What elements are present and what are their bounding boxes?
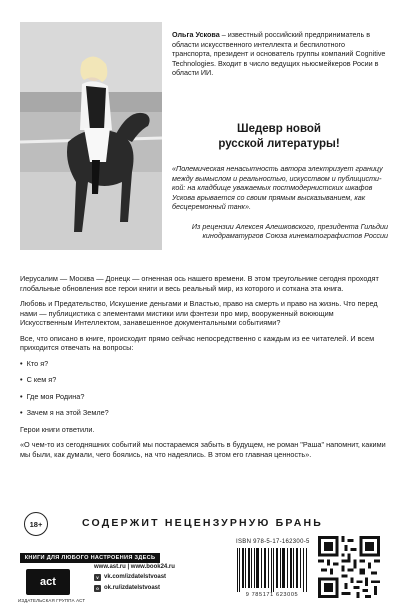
annotation-paragraph-4: Герои книги ответили.	[20, 424, 95, 434]
question-item	[20, 408, 388, 418]
publisher-logo: act	[26, 569, 70, 595]
headline-line-1: Шедевр новой	[237, 123, 321, 135]
barcode-digits: 9 785171 623005	[245, 592, 299, 598]
question-item	[20, 392, 388, 402]
author-bio-text: – известный российский предприниматель в области искусственного интеллекта и беспилотного транспорта, президент и основатель группы компаний Cognitive Technologies. Входит в число ведущих ньюсмейкеров Росии в области ИИ.	[172, 30, 386, 78]
publisher-name: ИЗДАТЕЛЬСКАЯ ГРУППА АСТ	[18, 598, 86, 603]
annotation-paragraph-5: «О чем-то из сегодняшних событий мы постараемся забыть в будущем, не роман "Раша" напомнит, какими мы были, как думали, чего боялись, на что надеялись. В этом его главная ценность».	[20, 440, 386, 459]
question-item	[20, 359, 388, 369]
bullet-icon: •	[20, 391, 23, 401]
author-photo	[20, 22, 162, 250]
ok-icon: o	[94, 585, 101, 592]
qr-code-icon[interactable]	[318, 536, 380, 598]
author-horse-image	[20, 22, 162, 250]
book-back-cover	[4, 4, 396, 609]
review-quote	[172, 164, 388, 241]
headline-line-2: русской литературы!	[218, 138, 340, 150]
barcode-icon	[236, 548, 308, 592]
annotation	[20, 274, 388, 465]
headline	[174, 122, 384, 152]
question-text: С кем я?	[26, 375, 57, 384]
annotation-paragraph-2: Любовь и Предательство, Искушение деньгами и Властью, право на смерть и право на жизнь. Что перед нами — публицистика с элементами мистики или фэнтези про мир, вооруженный воюющим Искусственным Интеллектом, занавешенное документальными событиями?	[20, 299, 378, 327]
bullet-icon: •	[20, 375, 23, 384]
annotation-paragraph-3: Все, что описано в книге, происходит прямо сейчас непосредственно с каждым из ее читателей. И всем приходится отвечать на вопросы:	[20, 333, 375, 352]
bullet-icon: •	[20, 358, 23, 368]
age-rating-badge: 18+	[24, 512, 48, 536]
publisher-ribbon: КНИГИ ДЛЯ ЛЮБОГО НАСТРОЕНИЯ ЗДЕСЬ	[20, 553, 160, 563]
bullet-icon: •	[20, 408, 23, 417]
annotation-paragraph-1: Иерусалим — Москва — Донецк — огненная ось нашего времени. В этом треугольнике сегодня проходят глобальные обновления все герои книги и весь реальный мир, из которого и соткана эта книга.	[20, 274, 379, 293]
vk-link[interactable]: v vk.com/izdatelstvoast	[94, 572, 175, 582]
question-text: Зачем я на этой Земле?	[26, 408, 109, 417]
author-name: Ольга Ускова	[172, 30, 220, 39]
question-item	[20, 375, 388, 385]
ok-link[interactable]: o ok.ru/izdatelstvoast	[94, 583, 175, 593]
author-bio	[172, 30, 386, 78]
profanity-warning: СОДЕРЖИТ НЕЦЕНЗУРНУЮ БРАНЬ	[82, 517, 324, 529]
quote-text: «Полемическая ненасытность автора электризует границу между вымыслом и реальностью, искусством и публицистикой: на кладбище уважаемых постмодернистских шкафов Ускова врывается со своим прямым высказыванием, как бесцеремонный танк».	[172, 164, 383, 211]
question-text: Кто я?	[26, 358, 49, 368]
quote-source: Из рецензии Алексея Алешковского, президента Гильдии кинодраматургов Союза кинематографистов России	[191, 221, 388, 240]
question-text: Где моя Родина?	[26, 391, 85, 401]
publisher-links	[94, 562, 175, 593]
website-link[interactable]: www.ast.ru | www.book24.ru	[94, 564, 175, 570]
vk-icon: v	[94, 574, 101, 581]
isbn: ISBN 978-5-17-162300-5	[236, 539, 310, 545]
